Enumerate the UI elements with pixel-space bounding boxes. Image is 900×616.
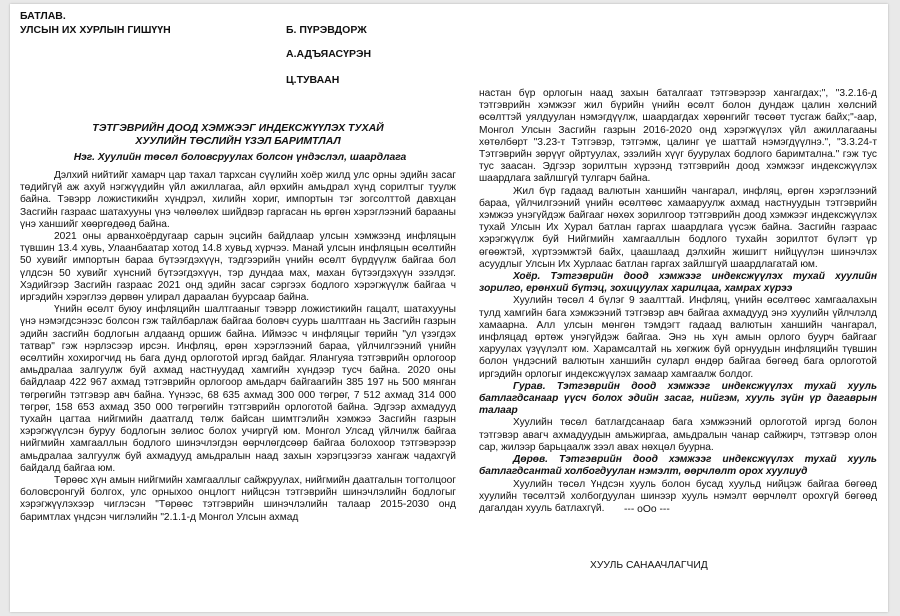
document-title-line-2: ХУУЛИЙН ТӨСЛИЙН ҮЗЭЛ БАРИМТЛАЛ [135,135,341,147]
member-title: УЛСЫН ИХ ХУРЛЫН ГИШҮҮН [20,24,171,36]
paragraph: Жил бүр гадаад валютын ханшийн чангарал, инфляц, өргөн хэрэглээний бараа, үйлчилгээний үнийн өсөлтөөс хамааруулж ахмад настнуудын тэтгэврийн хэмжээ унэгүйдэж байгааг нөхөх зорилгоор тэтгэврийн доод хэмжээг индексжүүлэх тухай Улсын Их Хурал батлан гаргах шаардлага үүсэж байна. Засгийн газраас хэрэгжүүлж буй Нийгмийн хамгааллын бодлого тухайн зорилтот бүлэгт үр өгөөжтэй, хүртээмжтэй байх, цаашлаад дэлхийн жишигт нийцүүлэн шинэчлэх асуудлыг Улсын Их Хурлаас батлан гаргах зайлшгүй шаардлагатай юм. [479,185,877,270]
signature-line: ХУУЛЬ САНААЧЛАГЧИД [590,560,708,571]
approval-label: БАТЛАВ. [20,10,66,22]
paragraph: Хуулийн төсөл Үндсэн хууль болон бусад хуульд нийцэж байгаа бөгөөд хуулийн төсөлтэй холбогдуулан шинээр хууль нэмэлт өөрчлөлт орохгүй бөгөөд дагалдан хууль батлахгүй. [479,478,877,514]
section-1-heading: Нэг. Хуулийн төсөл боловсруулах болсон үндэслэл, шаардлага [73,152,407,163]
paragraph: Үнийн өсөлт буюу инфляцийн шалтгааныг тэвэрр ложистикийн гацалт, шатахууны үнэ нэмэгдсэнээс болсон гэж тайлбарлаж байгаа боловч суурь шалтгаан нь Засгийн газрын эдийн засгийн бодлогын алдаанд оршиж байна. Иймээс ч инфляцыг төрийн "ул үзэгдэх татвар" гэж нэрлэсээр ирсэн. Инфляц, өрөн хэрэглээний бараа, үйлчилгээний үнийн өсөлтийн хохирогчид нь бага дунд орлоготой иргэд байдаг. Ялангуяа тэтгэврийн орлогоор амьдралаа залгуулж буй ахмад настнуудад хамгийн хүндээр тусч байна. 2020 оны байдлаар 422 967 ахмад тэтгэврийн орлогоор амьдарч байгаагийн 385 197 нь 500 мянган төгрөгийн тэтгэвэр авч байна. Үүнээс, 68 635 ахмад 300 000 төгрөг, 7 512 ахмад 314 000 төгрөг, 158 653 ахмад 350 000 төгрөгийн тэтгэврийн орлоготой байна. Эдгээр ахмадууд тухайн цагтаа нийгмийн даатгалд төлж байсан шимтгэлийн хэмжээ Засгийн газрын хэрэгжүүлсэн буруу бодлогын зөлиос болох учиргүй юм. Монгол Улсад үйлчилж байгаа нийгмийн хамгааллын бодлого шинэчлэгдэн өөрчлөгдсөөр байгаа болохоор тэтгэвэрээр амьдралаа залгуулж буй ахмадууд амьдралын наад захын хэрэгцээгээ хангаж чадахгүй байдалд байгаа юм. [20,304,456,474]
section-2-heading: Хоёр. Тэтгэврийн доод хэмжээг индексжүүлэх тухай хуулийн зорилго, ерөнхий бүтэц, зохицуулах харилцаа, хамрах хүрээ [479,271,877,295]
signer-name-2: А.АДЪЯАСҮРЭН [286,48,372,60]
section-4-heading: Дөрөв. Тэтгэврийн доод хэмжээг индексжүүлэх тухай хууль батлагдсантай холбогдуулан нэмэлт, өөрчлөлт орох хуулиуд [479,454,877,478]
paragraph: 2021 оны арванхоёрдугаар сарын эцсийн байдлаар улсын хэмжээнд инфляцын түвшин 13.4 хувь, Улаанбаатар хотод 14.8 хувьд хүрчээ. Манай улсын инфляцын өсөлтийн 50 хувийг импортын бараа бүтээгдэхүүн, тэдгээрийн үнийн өсөлт бүрдүүлж байгаа бол үлдсэн 50 хувийг хүнсний бүтээгдэхүүн, тэр дундаа мах, махан бүтээгдэхүүн эзэлдэг. Хэдийгээр Засгийн газраас 2021 онд эдийн засаг сэргээх бодлого хэрэгжүүлж байгаа ч иргэдийн хэрэглээ дөрвөн улирал дараалан буурсаар байна. [20,231,456,304]
left-body [20,170,456,524]
signer-name-1: Б. ПҮРЭВДОРЖ [286,24,367,36]
paragraph: настан бүр орлогын наад захын баталгаат тэтгэвэрээр хангагдах;", "3.2.16-д тэтгэврийн хэмжээг жил бүрийн үнийн өсөлт болон дундаж цалин хөлсний өсөлттэй уялдуулан нэмэгдүүлж, шаардагдах хөрөнгийг төсөөт тусгаж байх;"-аар, Монгол Улсын Засгийн газрын 2016-2020 онд хэрэгжүүлэх үйл ажиллагааны хөтөлбөрт "3.23-т Тэтгэвэр, тэтгэмж, цалинг үе шаттай нэмэгдүүлнэ.", "3.3.24-т Тэтгэврийн зөрүүг ойртуулах, эзэлийн хүүг буурулах бодлого баримтална." гэж тус тус заасан. Эдгээр зорилтын хүрээнд тэтгэврийн доод хэмжээг индексжүүлэх шаардлага зайлшгүй тулгарч байна. [479,88,877,185]
paragraph: Дэлхий нийтийг хамарч цар тахал тархсан сүүлийн хоёр жилд улс орны эдийн засаг төдийгүй аж ахуй нэгжүүдийн үйл ажиллагаа, айл өрхийн амьдрал хүнд сорилтыг туулж байна. Тэвэрр ложистикийн хүндрэл, хилийн хориг, импортын тэг зогсолттой давхцан Засгийн газраас шатахууны үнэ чөлөөлөх шийдвэр гаргасан нь өргөн хэрэглээний барааны үнэ ханшийг хөөргөдөөд байна. [20,170,456,230]
paragraph: Төрөөс хүн амын нийгмийн хамгааллыг сайжруулах, нийгмийн даатгалын тогтолцоог боловсронгуй болгох, улс орныхоо онцлогт нийцсэн тэтгэврийн шинэчлэлийн бодлогыг хэрэгжүүлэхээр чиглэсэн "Төрөөс тэтгэврийн шинэчлэлийн талаар 2015-2030 онд баримтлах үндсэн чиглэлийн "2.1.1-д Монгол Улсын ахмад [20,475,456,523]
paragraph: Хуулийн төсөл 4 бүлэг 9 заалттай. Инфляц, үнийн өсөлтөөс хамгаалахын тулд хамгийн бага хэмжээний тэтгэвэр авч байгаа ахмадууд энэ хуулийн үйлчлэлд хамаарна. Алл улсын мөнгөн тэмдэгт гадаад валютын ханшийн чангарал, инфляцад өртөж унэгүйдэж байгаа. Энэ нь хүн амын орлого буурч байгааг харуулах үзүүлэлт юм. Харамсалтай нь хөгжиж буй орнуудын инфляцийн түвшин болон үндэсний валютын ханшийн суларл өндөр байгаа бөгөөд бага орлоготой иргэдийн орлогыг индексжүүлэх замаар хамгаалж болдог. [479,295,877,380]
section-3-heading: Гурав. Тэтгэврийн доод хэмжээг индексжүүлэх тухай хууль батлагдсанаар үүсч болох эдийн засаг, нийгэм, хууль зүйн үр дагаврын талаар [479,380,877,417]
document-page [10,4,888,612]
end-mark: --- оОо --- [624,504,670,515]
paragraph: Хуулийн төсөл батлагдсанаар бага хэмжээний орлоготой иргэд болон тэтгэвэр авагч ахмадуудын амьжиргаа, амьдралын чанар сайжирч, тэтгэвэр олон сар, жилээр барьцаалж зээл авах нөхцөл буурна. [479,417,877,453]
right-body [479,88,877,515]
signer-name-3: Ц.ТУВААН [286,74,340,86]
document-title-line-1: ТЭТГЭВРИЙН ДООД ХЭМЖЭЭГ ИНДЕКСЖҮҮЛЭХ ТУХАЙ [92,122,384,134]
